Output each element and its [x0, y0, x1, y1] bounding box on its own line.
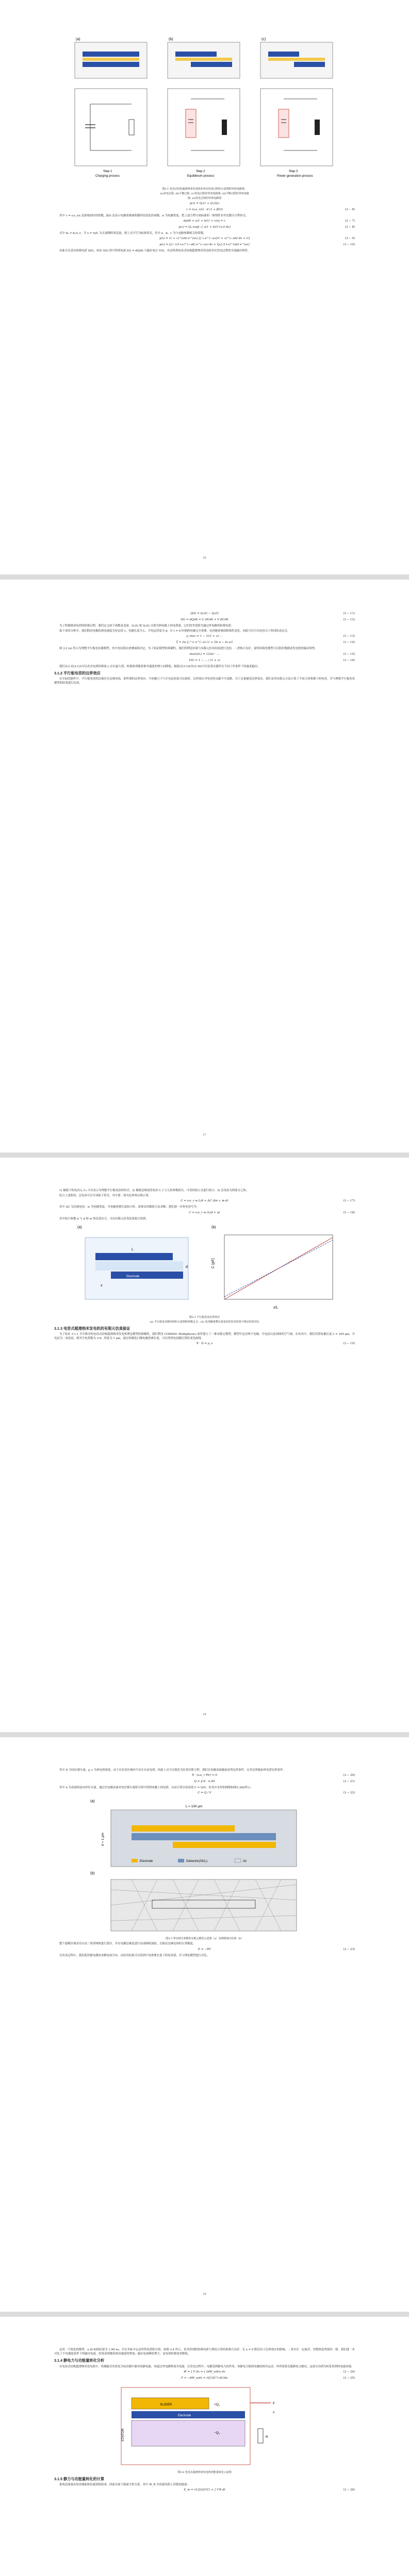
edge-effect-figure — [54, 1222, 355, 1315]
step3-desc: Power generation process — [277, 175, 313, 178]
equation — [54, 201, 355, 207]
equation-expr: max(i/i₀) = √(2π) · ... — [189, 652, 220, 656]
panel-b-label: (b) — [169, 38, 173, 41]
paragraph: 其中 D 为电位移矢量，ρ_v 为体电荷密度。由于在仿真区域内不存在自由电荷，因此上式可以简化为拉普拉斯方程。我们在电极表面施加电势边界条件，在外边界施加零电荷边界条件。 — [59, 1769, 286, 1772]
circuit-step1 — [75, 89, 147, 178]
circuit-step3 — [260, 89, 333, 178]
capacitance-plot — [211, 1235, 333, 1310]
equation-expr: C = ε₀ε_r w (L/d + α) — [189, 1211, 220, 1214]
figure-3-2-caption-2: (a) 平行板电容器结构的示意图和参数定义；(b) 电容随重叠长度变化的仿真结果与理论结果对比 — [150, 1320, 259, 1324]
equation-number: (3 − 6) — [345, 208, 355, 211]
resistor — [258, 2429, 263, 2443]
stator-label: STATOR — [121, 2428, 125, 2442]
equation-number: (3 − 10) — [343, 243, 355, 247]
page-5-content — [54, 2348, 355, 2494]
fem-geometry — [101, 1805, 297, 1867]
equation-number: (3 − 8) — [345, 226, 355, 229]
x-axis-label: x/L — [273, 1306, 279, 1310]
velocity-label: v — [273, 2410, 275, 2414]
paragraph: 运用一个简化的模型，a (0-8)的结果为 1.96 ns，并在坐标中记录所得电荷积分值。如图 3.4 所示，仿真得到的转移电荷与理论计算结果吻合良好。在 x = 0 附近由于边界效应的影响，二者存在一定偏差，但整体趋势保持一致。我们进一步对比了不同速度条件下的输出电流，结果表明随着滑动速度的增加，输出电流峰值增大，而电荷转移效率降低。 — [54, 2348, 355, 2356]
y-axis-label: C (pF) — [211, 1258, 215, 1268]
figure-3-1-svg — [54, 32, 355, 187]
equation — [54, 1342, 355, 1347]
force-label: F — [273, 2401, 275, 2405]
slider-stator-diagram — [121, 2387, 275, 2465]
step2-label: Step 2 — [196, 170, 205, 173]
section-heading: 3.1.2 平行板电容的边界效应 — [54, 670, 101, 675]
capacitor-schematic — [85, 1238, 188, 1299]
panel-a-label: (a) — [76, 38, 80, 41]
paragraph: 系统总能量由电容储能和负载消耗组成，因此有如下能量守恒关系，其中 W_R 为负载电阻上消耗的能量： — [59, 2483, 190, 2487]
page-2-content — [54, 611, 355, 686]
equation-number: (3 − 15) — [343, 652, 355, 656]
equation-expr: ∇ · (ε₀ε_r ∇V) = 0 — [192, 1774, 217, 1777]
page-gap — [0, 574, 409, 580]
equation-expr: E = −∇V — [198, 1947, 211, 1951]
equation-expr: ξ = 2α ∫₀^∞ e^(−u) (1 + (ln u − ln a)) — [176, 641, 233, 645]
dim-top-label: L = 100 μm — [186, 1805, 203, 1809]
equation-expr: y_max = 1 − 1/(1 + x) ... — [186, 635, 223, 638]
equation-number: (3 − 16) — [343, 658, 355, 662]
paragraph: 1) 极板下的电容元 C₀ 可以表示为理想平行板电容的形式；2) 极板边缘处的电容 C_f 与几何参数相关，可用经验公式进行拟合；3) 总电容为两部分之和。 — [59, 1189, 249, 1192]
legend-swatch-electrode — [132, 1859, 138, 1862]
panel-b — [168, 38, 240, 78]
dim-side-label: d = 1 μm — [101, 1833, 105, 1846]
equation-expr: F = −dW_e/dx = (Q²/2C²) dC/dx — [181, 2376, 228, 2380]
page-number: 29 — [203, 2293, 206, 2296]
paragraph: 其中 ΔC 为边缘电容，w 为电极宽度。当电极重叠长度较小时，需要采用数值方法求解。我们进一步将电容写为： — [59, 1206, 200, 1209]
section-heading: 3.1.3 电容式超滑纳米发电机的有限元仿真验证 — [54, 1326, 130, 1331]
equation — [54, 1791, 355, 1796]
equation — [54, 225, 355, 230]
resistor-label: R — [266, 2435, 268, 2439]
figure-3-1-caption-3: 图; (e)发电过程的等效电路图 — [187, 197, 222, 200]
equation-number: (3 − 21) — [343, 1780, 355, 1784]
page-gap — [0, 1153, 409, 1158]
page-number: 28 — [203, 1713, 206, 1716]
fem-mesh — [111, 1879, 297, 1931]
equation-expr: Q = ∮ D · n dS — [194, 1780, 215, 1784]
page-1-content — [54, 31, 355, 255]
electrode-label: Electrode — [178, 2414, 191, 2417]
equation-number: (3 − 25) — [343, 2376, 355, 2380]
figure-3-4-svg — [54, 2382, 355, 2470]
paragraph: 为了简便描述电荷的转移过程，我们定义如下函数及变量：Q₁(t) 和 Q₂(t) 分别为两电极上的电荷量，它们的差值即为通过外电路的转移电荷。 — [59, 624, 234, 628]
step1-desc: Charging process — [95, 175, 120, 178]
equation — [54, 236, 355, 242]
equation-expr: y(x) = Q₀ exp[−∫ a(1 + b/(1+x)) dx] — [178, 226, 231, 229]
paragraph: 其中拟合参数 α 与 d 和 w 的比值有关，可由有限元仿真结果拟合得到。 — [59, 1217, 149, 1221]
energy-conversion-figure — [54, 2382, 355, 2470]
equation-number: (3 − 22) — [343, 1791, 355, 1795]
legend-swatch-dielectric — [178, 1859, 184, 1862]
page-gap — [0, 2312, 409, 2317]
electrode-label: Electrode — [126, 1275, 140, 1278]
paragraph: 为了验证 3.1.1 节中推导的电容式结构超滑纳米发电机理论模型的准确性，我们利用 COMSOL Multiphysics 软件建立了二维有限元模型。模型中包含两个电极、介电层以及周围的空气域。在仿真中，我们设置电极长度 L = 100 μm，介电层为二氧化硅，相对介电常数为 3.9，厚度为 1 μm。通过参数化扫描电极重叠长度，可以得到电容随位置的变化曲线。 — [54, 1333, 355, 1341]
legend-swatch-air — [235, 1859, 241, 1862]
paragraph: 其中 n 为表面的法向单位矢量。通过在电极表面对电位移矢量积分即可得到电极上的电荷，从而计算出电容值 C = Q/V。仿真中采用的网格如图3.3(b)所示。 — [59, 1786, 253, 1790]
equation — [54, 219, 355, 224]
paragraph: 由此可以求出转移电荷 Q(t)，再由 Q(t) 即可得到电流 I(t) = dQ/dt 与输出电压 V(t)，从而得到电容式结构超滑纳米发电机单次发电过程的全部输出特性。 — [59, 249, 251, 253]
paragraph: 在仿真过程中，我们使用静电模块求解电场分布。由仿真结果可以得到不同重叠长度下的电容值，并与理论模型进行对比。 — [59, 1954, 210, 1957]
equation-expr: ∇ · D = ρ_v — [196, 1342, 213, 1346]
fig-b-label: (b) — [211, 1225, 216, 1229]
figure-3-3-caption: 图3.3 带有相关参数的有限元模型示意图（a）及网格划分结果（b） — [166, 1937, 243, 1941]
charge-q2: −Q₂ — [214, 2431, 220, 2435]
equation-expr: C = Q / V — [198, 1791, 211, 1795]
step1-label: Step 1 — [103, 170, 112, 173]
equation-number: (3 − 23) — [343, 1947, 355, 1951]
paragraph: 整个建模区域采用自由三角形网格进行划分，并在电极边缘处进行局部网格加密，以保证边缘电场的计算精度。 — [59, 1942, 196, 1946]
paragraph: 图 3.2 (a) 所示为理想平行板电容器模型，其中电容值由重叠面积决定。为了验证模型的准确性，我们将理论结果与有限元仿真结果进行比较，二者吻合良好，说明该简化模型可以很好地描述发电机的输出特性。 — [59, 647, 318, 651]
legend-dielectric: Dielectric(SiO₂) — [186, 1860, 207, 1863]
fig-a-label: (a) — [90, 1800, 95, 1804]
equation — [54, 2376, 355, 2381]
page-3-content — [54, 1189, 355, 1348]
equation-expr: y(x) = [∫₀ˣ c(1+x)^(−ab) e^(−ax) dx + Q₀] (1+x)^(ab) e^(ax) — [159, 243, 250, 247]
equation-expr: Y(t) = 1 − ... / (1 + x) — [189, 658, 220, 662]
equation-number: (3 − 17) — [343, 1199, 355, 1203]
equation-expr: C = ε₀ε_r w L/d + ΔC (for x ≫ d) — [181, 1199, 228, 1203]
equation-expr: y(x) = Q₀(1 + Q₁/Q₀) — [189, 202, 220, 205]
equation — [54, 634, 355, 639]
figure-3-1-caption-2: (a)充电过程; (b)平衡过程; (c)发电过程的等效电路图; (d)平衡过程的等效电路 — [160, 192, 249, 195]
equation — [54, 640, 355, 646]
page-number: 26 — [203, 556, 206, 560]
equation-expr: E_m = (1/2)(Q²/C) + ∫ I²R dt — [184, 2488, 225, 2492]
paragraph: 我们从公式(3-13)可以看出电荷转移量 y 存在最大值，转移效率随着相对速度的增大而降低。根据式(3-14)至(3-16)可以估算出器件在不同工作条件下的最优输出。 — [59, 665, 260, 668]
figure-3-1-caption: 图3.1 电容式结构超滑纳米发电机的单次发电过程的示意图和等效电路图。 — [162, 188, 247, 191]
panel-a — [75, 38, 147, 78]
equation-number: (3 − 12) — [343, 618, 355, 621]
page-number: 27 — [203, 1133, 206, 1137]
equation — [54, 1199, 355, 1204]
legend-air: Air — [243, 1860, 247, 1863]
equation — [54, 2370, 355, 2375]
equation — [54, 1773, 355, 1778]
equation-expr: τ = (ε₀ε_r/s) · d (1 + β(t)) — [186, 208, 223, 211]
equation — [54, 1780, 355, 1785]
equation-number: (3 − 7) — [345, 219, 355, 223]
equation-expr: dy/dt + a(1 + b/(1 + x))y = c — [183, 219, 226, 223]
equation-number: (3 − 11) — [343, 612, 355, 615]
panel-c-label: (c) — [261, 38, 266, 41]
equation-number: (3 − 18) — [343, 1211, 355, 1214]
x-label: x — [101, 1283, 103, 1287]
d-label: d — [186, 1265, 188, 1269]
page-4-content — [54, 1768, 355, 1959]
equation — [54, 618, 355, 623]
section-heading: 3.1.4 静电力与功能量转化分析 — [54, 2358, 105, 2363]
paragraph: 接下来的分析中，我们假设电极的滑动速度为恒定值 v，电极长度为 L，介电层厚度为 d，在 t = 0 时刻两电极完全重叠。电容随重叠面积线性变化，因此可以写出电容关于时间的表达式。 — [59, 630, 290, 633]
figure-3-2-svg — [54, 1222, 355, 1315]
equation-expr: y(x) = (1 + x)^(ab) e^(ax) [∫ c e^(−ax)(1 + x)^(−ab) dx + C] — [159, 237, 250, 241]
equation — [54, 2488, 355, 2493]
paragraph: 结合上述假设，总电容可以写成如下形式，其中第二项为边界效应修正项： — [59, 1194, 151, 1198]
figure-3-4-caption: 图3.4 电容式超滑纳米发电机的能量转化示意图 — [177, 2470, 232, 2474]
equation-number: (3 − 19) — [343, 1342, 355, 1346]
equation — [54, 208, 355, 213]
equation-expr: I(t) = dQ/dt = C dV/dt + V dC/dt — [181, 618, 228, 621]
equation — [54, 658, 355, 664]
page-gap — [0, 1732, 409, 1737]
equation-number: (3 − 9) — [345, 237, 355, 241]
equation — [54, 612, 355, 617]
equation-number: (3 − 20) — [343, 1774, 355, 1777]
panel-c — [260, 38, 333, 78]
equation — [54, 652, 355, 657]
equation-number: (3 − 14) — [343, 641, 355, 645]
equation-number: (3 − 26) — [343, 2488, 355, 2492]
step2-desc: Equilibrium process — [187, 175, 215, 178]
circuit-step2 — [168, 89, 240, 178]
charging-process-figure — [54, 32, 355, 187]
equation-expr: Q(t) = Q₁(t) − Q₂(t) — [190, 612, 219, 615]
fem-model-figure — [54, 1797, 355, 1936]
equation-number: (3 − 24) — [343, 2370, 355, 2374]
paragraph: 在实际的器件中，平行板电容的边缘存在边缘电场，即所谓的边界效应。当电极尺寸与介电层厚度可比拟时，边界效应对电容的贡献不可忽略。为了定量描述边界效应，我们采用有限元方法计算了不同几何参数下的电容，并与理想平行板电容模型的结果进行比较。 — [54, 677, 355, 685]
paragraph: 其中 τ = ε₀ε_r/s 是系统的时间常数，β(t) 是表示电极重叠面积随时间变化的函数，α 为电极宽度。把上述方程写成标准的一阶线性非齐次微分方程形式。 — [59, 214, 249, 217]
figure-3-3-svg — [54, 1797, 355, 1936]
slider-label: SLIDER — [160, 2402, 172, 2406]
fig-b-label: (b) — [90, 1872, 95, 1876]
equation — [54, 1211, 355, 1216]
charge-q1: +Q₁ — [214, 2402, 220, 2406]
figure-3-2-caption: 图3.2 平行板电容边界效应 — [189, 1315, 220, 1319]
step3-label: Step 3 — [289, 170, 298, 173]
fig-a-label: (a) — [77, 1225, 82, 1229]
length-label: L — [132, 1247, 134, 1251]
paragraph: 式中 d₀ = d₁/ε_r，令 x = vt/L 为无量纲时间变量，则上式可写为标准形式，其中 a、b、c 为与电路参数相关的常数。 — [59, 232, 206, 235]
equation — [54, 243, 355, 248]
stator-block — [132, 2420, 245, 2446]
equation-number: (3 − 13) — [343, 635, 355, 638]
equation-expr: W = ∫ F dx = ∫ (dW_e/dx) dx — [184, 2370, 225, 2374]
paragraph: 在电容式结构超滑纳米发电机中，机械能首先转化为电容器中储存的静电能，再通过外电路释放为电能。在发电过程中，电极受到静电力的作用，该静电力阻碍电极的相对运动，外界需要克服静电力做功，这部分功即为转化得到的电能来源。 — [59, 2365, 354, 2368]
equation — [54, 1947, 355, 1953]
section-heading: 3.1.5 静力与功能量转化的计算 — [54, 2476, 105, 2481]
legend-electrode: Electrode — [140, 1860, 153, 1863]
